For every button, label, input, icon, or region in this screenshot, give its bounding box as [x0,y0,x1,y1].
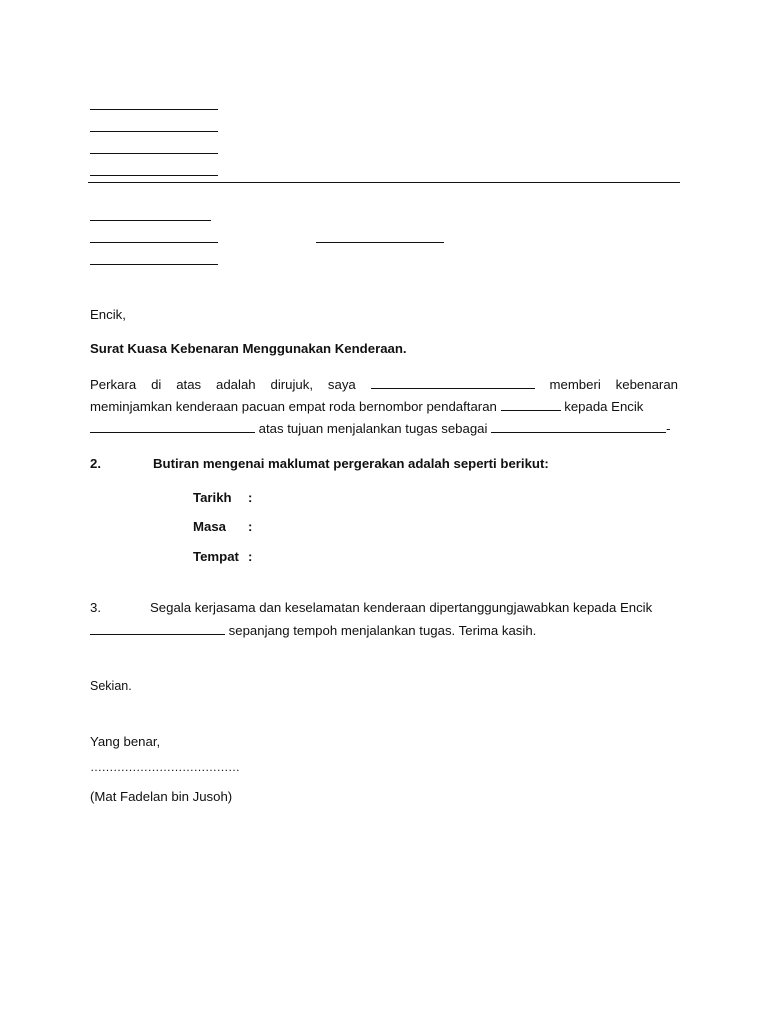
sender-address-line-3[interactable] [90,153,218,154]
recipient-address-line-2[interactable] [90,242,218,243]
field-masa [193,519,252,534]
para1-word: dirujuk, [270,377,314,392]
borrower-name-blank[interactable] [90,420,255,433]
field-tempat-label: Tempat [193,549,239,564]
para1-word: memberi [549,377,601,392]
para1-line-2-end: kepada Encik [564,399,644,414]
date-line[interactable] [316,242,444,243]
para2-number: 2. [90,456,101,471]
grantor-name-blank[interactable] [371,376,535,389]
para1-word: adalah [216,377,256,392]
duty-position-blank[interactable] [491,420,666,433]
para1-line-1 [90,376,678,392]
field-tarikh-label: Tarikh [193,490,232,505]
sender-address-line-2[interactable] [90,131,218,132]
header-divider [88,182,680,183]
signatory-name: (Mat Fadelan bin Jusoh) [90,789,233,804]
salutation: Encik, [90,307,126,322]
recipient-address-line-3[interactable] [90,264,218,265]
field-masa-label: Masa [193,519,226,534]
para1-word: di [151,377,162,392]
signoff: Yang benar, [90,734,161,749]
para3-line-2 [90,622,536,638]
para1-line-2 [90,398,678,414]
registration-number-blank[interactable] [501,398,561,411]
para2-text: Butiran mengenai maklumat pergerakan adalah seperti berikut: [153,456,549,471]
responsible-person-blank[interactable] [90,622,225,635]
para1-word: saya [327,377,356,392]
closing: Sekian. [90,679,132,693]
para1-line-3-text: atas tujuan menjalankan tugas sebagai [258,421,488,436]
para1-word: Perkara [90,377,137,392]
field-tempat-colon: : [248,549,253,564]
para1-line-3 [90,420,671,436]
field-tarikh-colon: : [248,490,253,505]
para1-line-3-end: - [666,421,671,436]
sender-address-line-4[interactable] [90,175,218,176]
para3-text: Segala kerjasama dan keselamatan kenderaan dipertanggungjawabkan kepada Encik [150,600,653,615]
para1-word: kebenaran [615,377,678,392]
para3-line-2-text: sepanjang tempoh menjalankan tugas. Terima kasih. [228,623,537,638]
signature-line[interactable]: ………………………………… [90,760,240,774]
sender-address-line-1[interactable] [90,109,218,110]
field-tempat [193,549,252,564]
recipient-address-line-1[interactable] [90,220,211,221]
subject-heading: Surat Kuasa Kebenaran Menggunakan Kenderaan. [90,341,407,356]
field-tarikh [193,490,252,505]
para3-number: 3. [90,600,101,615]
para1-line-2-text: meminjamkan kenderaan pacuan empat roda bernombor pendaftaran [90,399,497,414]
para1-word: atas [176,377,202,392]
field-masa-colon: : [248,519,253,534]
